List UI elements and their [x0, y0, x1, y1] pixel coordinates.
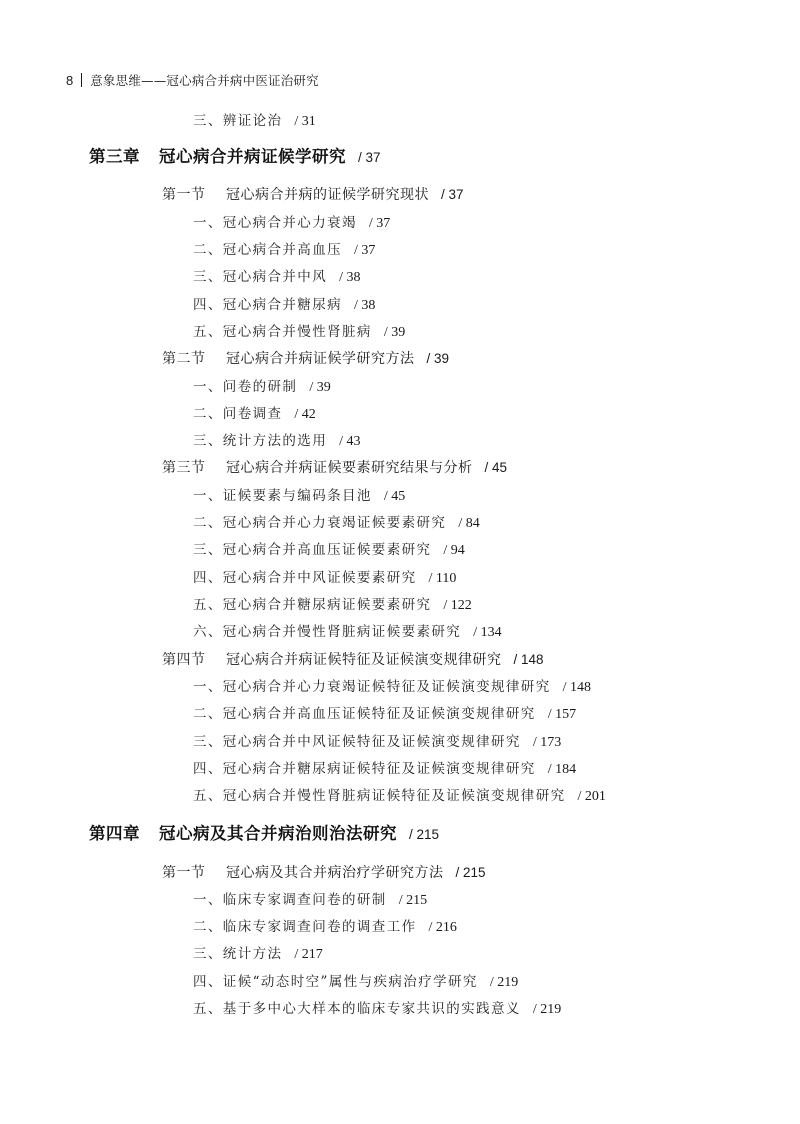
- toc-section-title: 冠心病合并病证候学研究方法: [226, 351, 415, 367]
- toc-page-number: / 94: [443, 543, 465, 558]
- toc-chapter[interactable]: [89, 821, 439, 847]
- toc-chapter-title: 冠心病合并病证候学研究: [159, 147, 346, 166]
- toc-item[interactable]: [193, 916, 457, 938]
- toc-page-number: / 39: [309, 380, 331, 395]
- header-divider: [81, 73, 82, 87]
- toc-item-title: 五、冠心病合并慢性肾脏病: [193, 324, 372, 340]
- toc-item[interactable]: [193, 239, 375, 261]
- running-header: [66, 70, 319, 90]
- toc-section-label: 第三节: [162, 460, 206, 476]
- toc-page-number: / 215: [409, 827, 440, 842]
- toc-item[interactable]: [193, 512, 480, 534]
- toc-item[interactable]: [193, 594, 472, 616]
- toc-item[interactable]: [193, 321, 405, 343]
- toc-item[interactable]: [193, 731, 561, 753]
- toc-page-number: / 134: [473, 625, 502, 640]
- toc-page-number: / 31: [294, 114, 316, 129]
- toc-section-title: 冠心病合并病证候特征及证候演变规律研究: [226, 652, 502, 668]
- toc-item[interactable]: [193, 294, 375, 316]
- toc-page-number: / 215: [398, 893, 428, 908]
- toc-item[interactable]: [193, 567, 456, 589]
- toc-section-label: 第一节: [162, 187, 206, 203]
- toc-page-number: / 45: [383, 489, 406, 504]
- toc-page-number: / 42: [294, 407, 316, 422]
- toc-item[interactable]: [193, 539, 465, 561]
- toc-page-number: / 173: [532, 735, 562, 750]
- toc-page-number: / 39: [383, 325, 406, 340]
- toc-page-number: / 148: [513, 652, 544, 667]
- toc-page-number: / 219: [532, 1002, 562, 1017]
- toc-page-number: / 110: [428, 571, 457, 586]
- toc-item-title: 一、问卷的研制: [193, 379, 298, 395]
- toc-item-title: 四、冠心病合并糖尿病: [193, 297, 342, 313]
- toc-item-title: 五、冠心病合并慢性肾脏病证候特征及证候演变规律研究: [193, 788, 566, 804]
- toc-item[interactable]: [193, 485, 405, 507]
- toc-item[interactable]: [193, 758, 576, 780]
- toc-item-title: 一、临床专家调查问卷的研制: [193, 892, 387, 908]
- toc-item-title: 一、冠心病合并心力衰竭证候特征及证候演变规律研究: [193, 679, 551, 695]
- toc-section[interactable]: [162, 348, 449, 370]
- toc-item-title: 五、基于多中心大样本的临床专家共识的实践意义: [193, 1001, 521, 1017]
- toc-item[interactable]: [193, 943, 323, 965]
- toc-page-number: / 37: [358, 150, 381, 165]
- toc-section-title: 冠心病合并病证候要素研究结果与分析: [226, 460, 473, 476]
- toc-section-label: 第四节: [162, 652, 206, 668]
- toc-page-number: / 38: [339, 270, 361, 285]
- header-page-number: 8: [66, 72, 74, 88]
- toc-item-title: 一、冠心病合并心力衰竭: [193, 215, 357, 231]
- toc-chapter[interactable]: [89, 144, 381, 170]
- toc-item-title: 三、冠心病合并高血压证候要素研究: [193, 542, 432, 558]
- toc-page-number: / 39: [426, 351, 450, 366]
- toc-page-number: / 84: [458, 516, 480, 531]
- toc-section-label: 第一节: [162, 865, 206, 881]
- toc-chapter-label: 第四章: [89, 824, 140, 843]
- toc-item[interactable]: [193, 971, 518, 993]
- toc-item[interactable]: [193, 889, 427, 911]
- toc-item[interactable]: [193, 266, 361, 288]
- toc-item[interactable]: [193, 110, 316, 132]
- toc-item-title: 三、统计方法: [193, 946, 283, 962]
- toc-item-title: 四、冠心病合并中风证候要素研究: [193, 570, 417, 586]
- toc-item-title: 二、冠心病合并高血压: [193, 242, 342, 258]
- header-book-title: 意象思维——冠心病合并病中医证治研究: [90, 73, 319, 88]
- toc-section[interactable]: [162, 457, 507, 479]
- toc-page-number: / 38: [354, 298, 376, 313]
- toc-item-title: 五、冠心病合并糖尿病证候要素研究: [193, 597, 432, 613]
- toc-item[interactable]: [193, 376, 331, 398]
- toc-section[interactable]: [162, 862, 486, 884]
- toc-section-title: 冠心病及其合并病治疗学研究方法: [226, 865, 444, 881]
- toc-item[interactable]: [193, 998, 561, 1020]
- toc-page-number: / 184: [547, 762, 577, 777]
- toc-item[interactable]: [193, 621, 502, 643]
- toc-item-title: 三、统计方法的选用: [193, 433, 328, 449]
- toc-item[interactable]: [193, 785, 606, 807]
- toc-page-number: / 148: [562, 680, 591, 695]
- toc-page-number: / 37: [354, 243, 376, 258]
- toc-page-number: / 219: [489, 975, 519, 990]
- toc-item-title: 六、冠心病合并慢性肾脏病证候要素研究: [193, 624, 462, 640]
- toc-item[interactable]: [193, 212, 390, 234]
- toc-page-number: / 45: [484, 460, 508, 475]
- toc-item-title: 三、辨证论治: [193, 113, 283, 129]
- toc-page-number: / 37: [441, 187, 464, 202]
- toc-chapter-label: 第三章: [89, 147, 140, 166]
- toc-item-title: 三、冠心病合并中风: [193, 269, 328, 285]
- toc-section[interactable]: [162, 649, 544, 671]
- toc-page-number: / 122: [443, 598, 472, 613]
- toc-section-label: 第二节: [162, 351, 206, 367]
- toc-chapter-title: 冠心病及其合并病治则治法研究: [159, 824, 397, 843]
- toc-section-title: 冠心病合并病的证候学研究现状: [226, 187, 429, 203]
- toc-item[interactable]: [193, 703, 576, 725]
- toc-page-number: / 43: [339, 434, 361, 449]
- toc-item-title: 二、问卷调查: [193, 406, 283, 422]
- toc-page-number: / 215: [455, 865, 486, 880]
- toc-page-number: / 216: [428, 920, 457, 935]
- toc-item-title: 二、冠心病合并高血压证候特征及证候演变规律研究: [193, 706, 536, 722]
- toc-page-number: / 157: [547, 707, 577, 722]
- toc-page-number: / 217: [294, 947, 323, 962]
- toc-item-title: 四、证候“动态时空”属性与疾病治疗学研究: [193, 974, 478, 990]
- toc-item-title: 二、临床专家调查问卷的调查工作: [193, 919, 417, 935]
- toc-item[interactable]: [193, 430, 361, 452]
- toc-page-number: / 201: [577, 789, 606, 804]
- toc-item[interactable]: [193, 403, 316, 425]
- toc-section[interactable]: [162, 184, 464, 206]
- toc-item-title: 一、证候要素与编码条目池: [193, 488, 372, 504]
- toc-item-title: 四、冠心病合并糖尿病证候特征及证候演变规律研究: [193, 761, 536, 777]
- toc-page-number: / 37: [368, 216, 391, 231]
- toc-item-title: 三、冠心病合并中风证候特征及证候演变规律研究: [193, 734, 521, 750]
- toc-item[interactable]: [193, 676, 591, 698]
- toc-item-title: 二、冠心病合并心力衰竭证候要素研究: [193, 515, 447, 531]
